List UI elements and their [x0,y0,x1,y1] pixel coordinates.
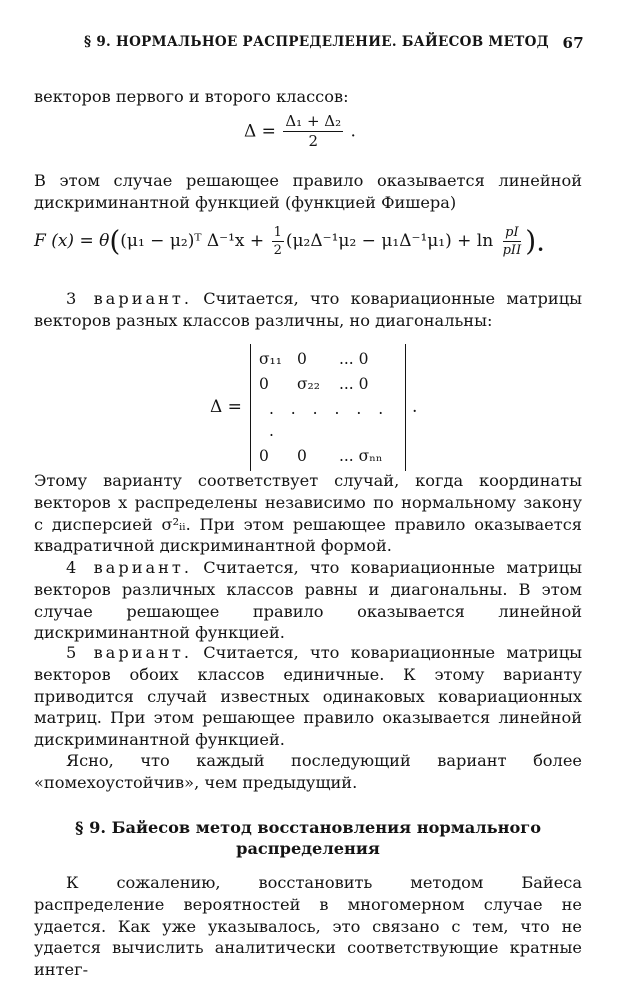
matrix-cell: 0 [258,446,269,465]
variant-5-text: Считается, что ковариационные матрицы векторов обоих классов единичные. К этому варианту приводится случай известных одинаковых ковариационных матриц. При этом решающее правило оказывается линейной дискриминантной функцией. [34,643,582,750]
formula-delta-denominator: 2 [308,131,319,150]
variant-3-text: Считается, что ковариационные матрицы векторов разных классов различны, но диагональны: [34,289,582,330]
paragraph-variant-3 [34,288,582,332]
matrix-tail: . [411,397,418,417]
formula-delta-numerator: Δ₁ + Δ₂ [285,112,342,130]
formula-fisher-open-paren: ( [109,224,121,258]
matrix-cell: σ₂₂ [296,374,320,393]
running-header [84,34,584,52]
paragraph-last: К сожалению, восстановить методом Байеса распределение вероятностей в многомерном случае не удается. Как уже указывалось, это связано с тем, что не удается вычислить аналитически соответствующие кратные интег- [34,873,582,980]
matrix-cell: ... 0 [338,374,369,393]
matrix-dots-row: . . . . . . . [268,399,390,440]
matrix-cell: 0 [296,349,307,368]
section-heading-line-2: распределения [236,839,380,858]
formula-fisher-lhs: F (x) = θ [34,231,110,252]
formula-matrix [210,349,418,465]
variant-4-lead: 4 вариант. [66,558,193,577]
paragraph-fisher: В этом случае решающее правило оказывается линейной дискриминантной функцией (функцией Фишера) [34,171,582,212]
diagonal-matrix [250,344,406,471]
paragraph-conclusion: Ясно, что каждый последующий вариант более «помехоустойчив», чем предыдущий. [34,751,582,792]
page-number: 67 [562,34,584,52]
formula-delta-fraction [283,114,343,150]
formula-fisher-half [272,226,284,257]
formula-delta-tail: . [350,121,356,142]
variant-5-lead: 5 вариант. [66,643,193,662]
matrix-cell: ... 0 [338,349,369,368]
formula-delta-lhs: Δ = [244,121,276,142]
variant-3-lead: 3 вариант. [66,289,193,308]
formula-fisher-p-den: pII [502,242,522,258]
matrix-cell: 0 [258,374,269,393]
paragraph-variant-5 [34,642,582,751]
formula-fisher-half-den: 2 [273,242,282,258]
paragraph-after-matrix: Этому варианту соответствует случай, когда координаты векторов x распределены независимо по нормальному закону с дисперсией σ²ᵢᵢ. При этом решающее правило оказывается квадратичной дискриминантной формой. [34,471,582,556]
section-heading [34,817,582,859]
variant-4-text: Считается, что ковариационные матрицы векторов различных классов равны и диагональны. В этом случае решающее правило оказывается линейной дискриминантной функцией. [34,558,582,643]
paragraph-intro: векторов первого и второго классов: [34,87,349,106]
matrix-lhs: Δ = [210,397,242,417]
matrix-cell: ... σₙₙ [338,446,383,465]
formula-fisher-p-ratio [501,226,524,257]
formula-fisher-part1: (μ₁ − μ₂)ᵀ Δ⁻¹x + [120,231,265,252]
formula-fisher-half-num: 1 [273,225,282,240]
matrix-cell: σ₁₁ [258,349,282,368]
formula-fisher-p-num: pI [505,225,519,240]
formula-fisher-close-paren: ). [525,224,546,258]
formula-delta [244,114,356,150]
paragraph-variant-4 [34,557,582,644]
formula-fisher-part2: (μ₂Δ⁻¹μ₂ − μ₁Δ⁻¹μ₁) + ln [285,231,494,252]
formula-fisher [34,226,545,257]
section-heading-line-1: § 9. Байесов метод восстановления нормального [74,818,541,837]
matrix-cell: 0 [296,446,307,465]
running-title: § 9. НОРМАЛЬНОЕ РАСПРЕДЕЛЕНИЕ. БАЙЕСОВ МЕТОД [84,34,549,50]
